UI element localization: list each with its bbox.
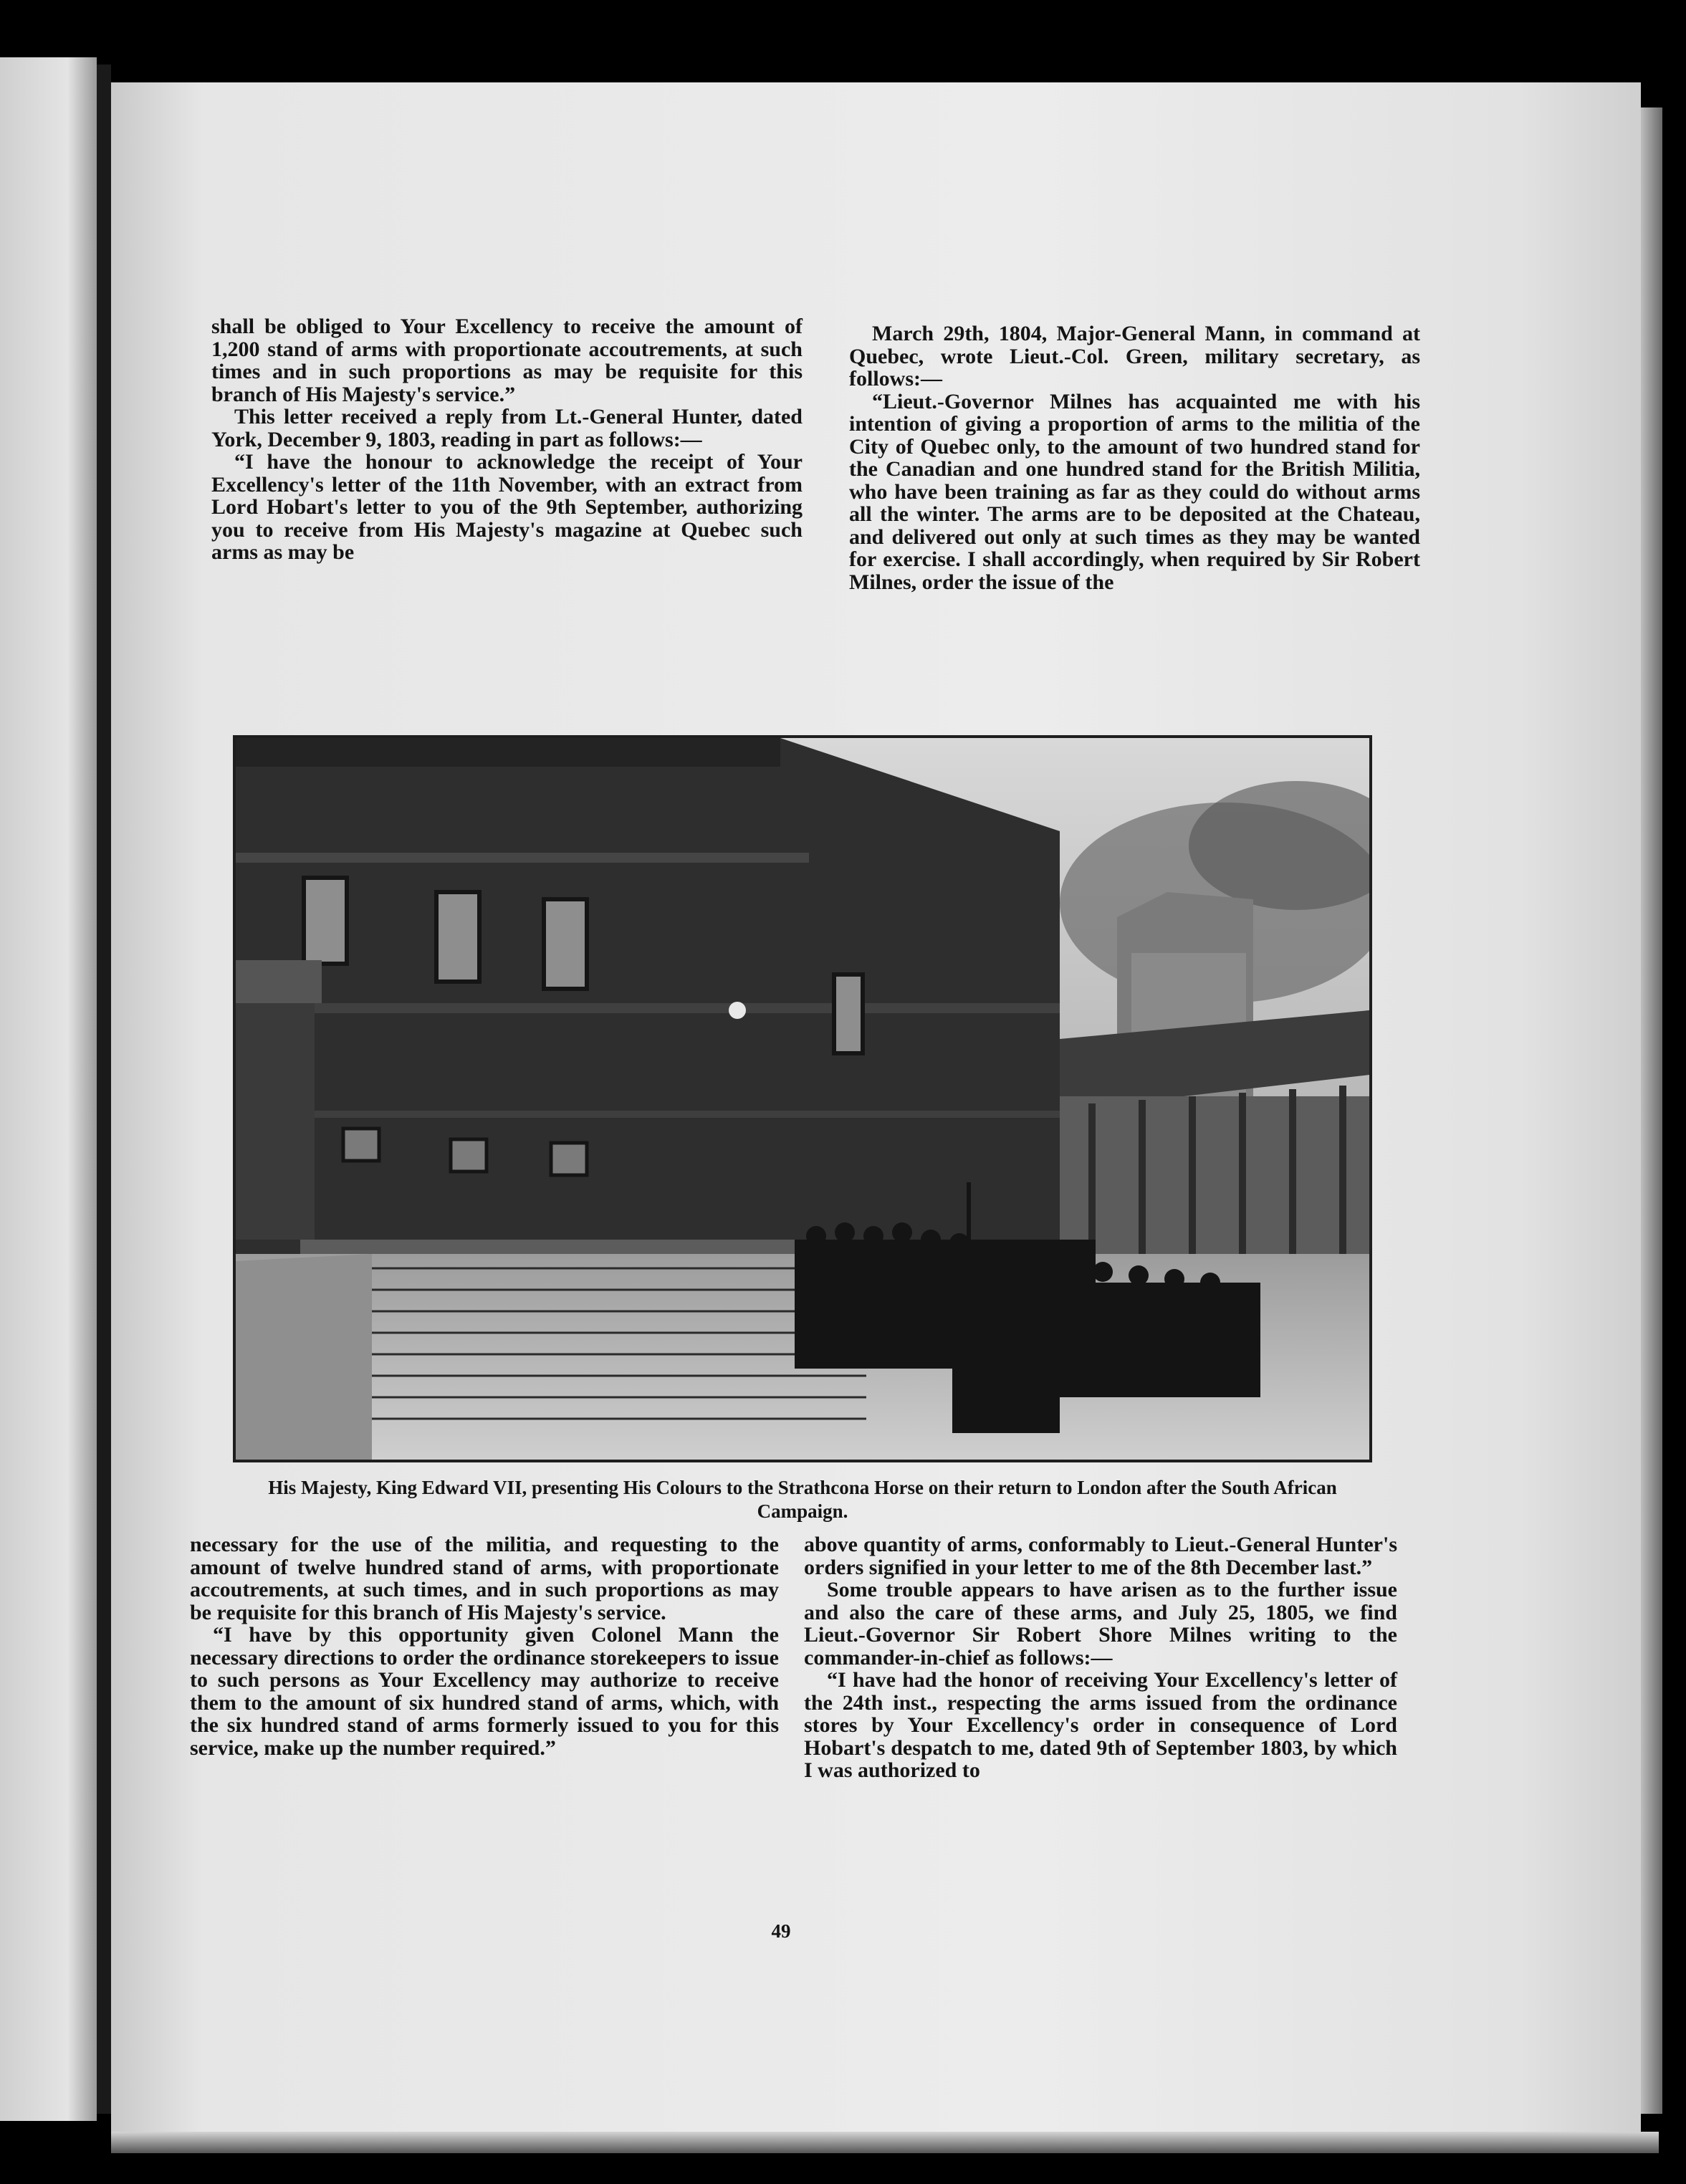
photograph [233,735,1372,1462]
photo-caption: His Majesty, King Edward VII, presenting His Colours to the Strathcona Horse on their return to London after the South African Campaign. [268,1477,1337,1522]
page-bottom-edge [111,2132,1659,2153]
paragraph: “Lieut.-Governor Milnes has acquainted me with his intention of giving a proportion of arms to the militia of the City of Quebec only, to the amount of two hundred stand for the Canadian and one hundred stand for the British Militia, who have been training as far as they could do without arms all the winter. The arms are to be deposited at the Chateau, and delivered out only at such times as they may be wanted for exercise. I shall accordingly, when required by Sir Robert Milnes, order the issue of the [849,389,1420,594]
photo-illustration [236,738,1369,1460]
top-right-column [849,322,1420,593]
page-right-edge [1641,107,1662,2114]
paragraph: “I have by this opportunity given Colonel Mann the necessary directions to order the ordinance storekeepers to issue to such persons as Your Excellency may authorize to receive them to the amount of six hundred stand of arms, which, with the six hundred stand of arms formerly issued to you for this service, make up the number required.” [190,1623,779,1760]
paragraph: shall be obliged to Your Excellency to receive the amount of 1,200 stand of arms with proportionate accoutrements, at such times and in such proportions as may be requisite for this branch of His Majesty's service.” [211,315,803,406]
paragraph: Some trouble appears to have arisen as to the further issue and also the care of these arms, and July 25, 1805, we find Lieut.-Governor Sir Robert Shore Milnes writing to the commander-in-chief as follows:— [804,1578,1397,1670]
top-left-column [211,315,803,564]
paragraph: above quantity of arms, conformably to Lieut.-General Hunter's orders signified in your letter to me of the 8th December last.” [804,1533,1397,1579]
paragraph: This letter received a reply from Lt.-General Hunter, dated York, December 9, 1803, reading in part as follows:— [211,405,803,451]
paragraph: “I have the honour to acknowledge the receipt of Your Excellency's letter of the 11th November, with an extract from Lord Hobart's letter to you of the 9th September, authorizing you to receive from His Majesty's magazine at Quebec such arms as may be [211,450,803,564]
paragraph: necessary for the use of the militia, and requesting to the amount of twelve hundred stand of arms, with proportionate accoutrements, at such times, and in such proportions as may be requisite for this branch of His Majesty's service. [190,1533,779,1624]
paragraph: March 29th, 1804, Major-General Mann, in command at Quebec, wrote Lieut.-Col. Green, military secretary, as follows:— [849,322,1420,391]
book-gutter [97,64,111,2114]
bottom-left-column [190,1533,779,1759]
facing-page-edge [0,57,97,2121]
bottom-right-column [804,1533,1397,1782]
paragraph: “I have had the honor of receiving Your Excellency's letter of the 24th inst., respecting the arms issued from the ordinance stores by Your Excellency's order in consequence of Lord Hobart's despatch to me, dated 9th of September 1803, by which I was authorized to [804,1668,1397,1782]
page-number: 49 [771,1920,791,1942]
